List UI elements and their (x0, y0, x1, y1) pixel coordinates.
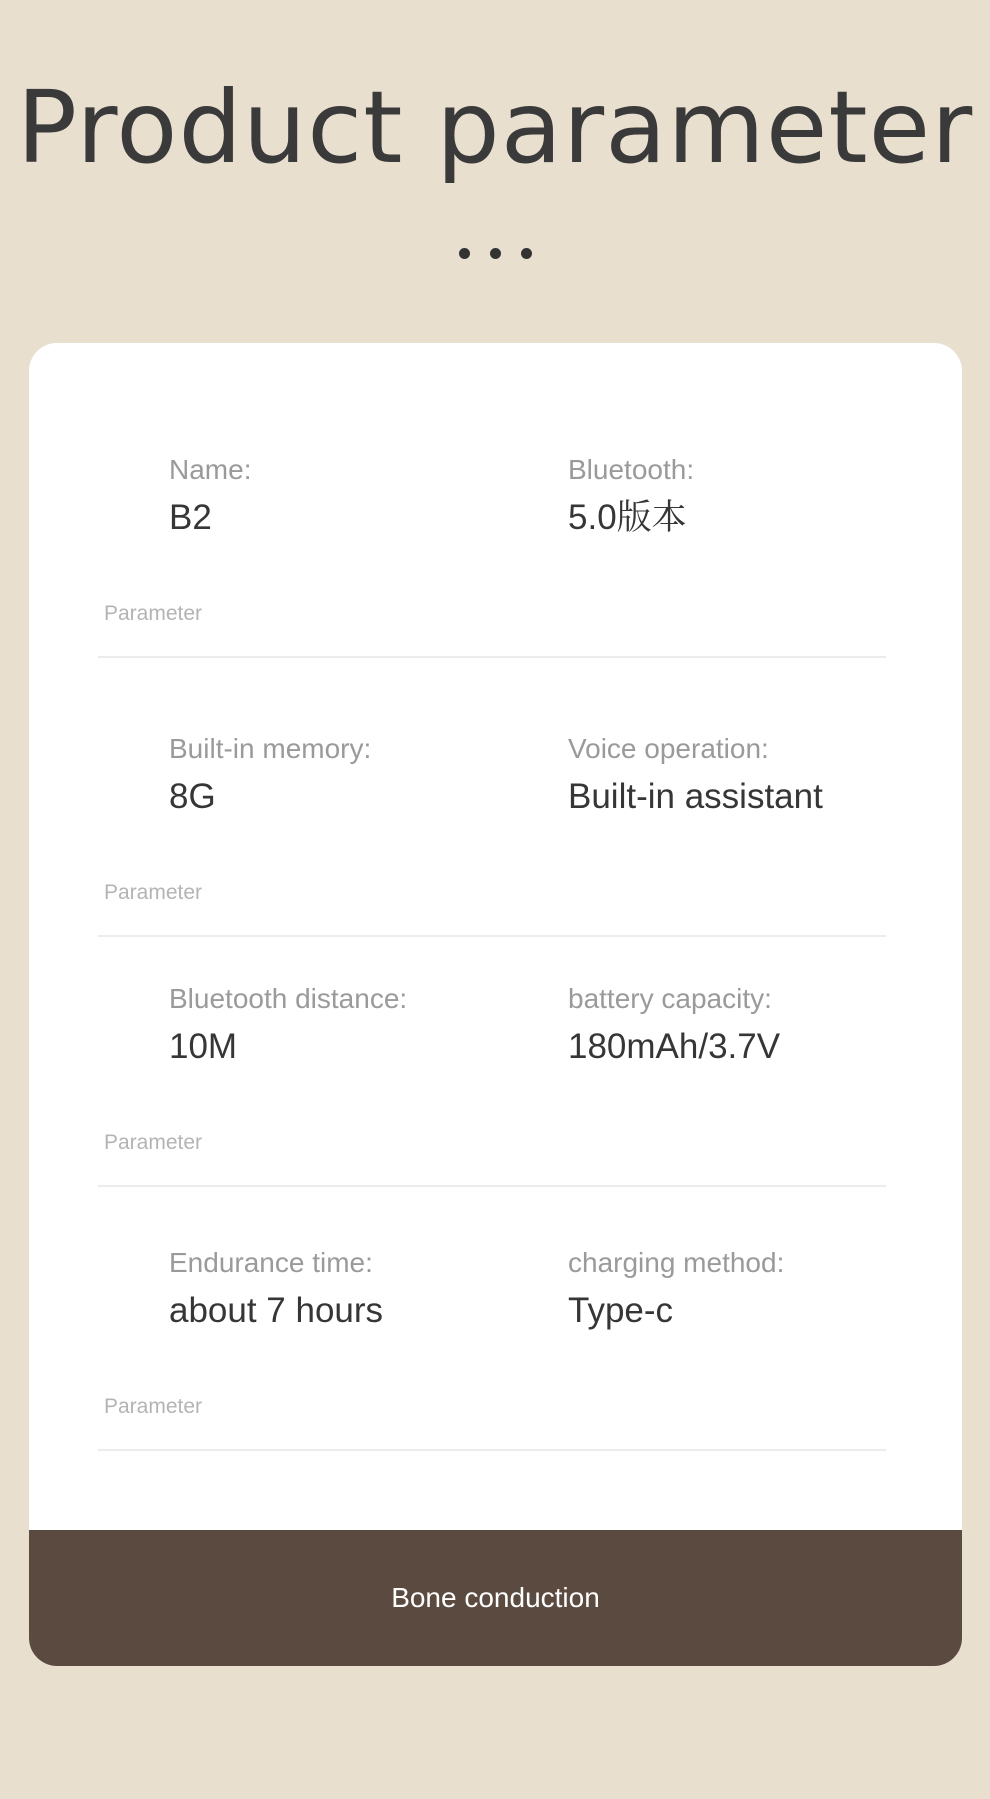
ellipsis-dots (0, 248, 990, 260)
row-caption: Parameter (104, 1395, 203, 1418)
parameter-value: 5.0版本 (568, 498, 687, 537)
parameter-value: 10M (169, 1027, 238, 1066)
parameter-label: Voice operation: (568, 733, 769, 764)
parameter-value: 8G (169, 777, 216, 816)
parameter-label: Built-in memory: (169, 733, 372, 764)
row-divider (98, 935, 886, 937)
parameter-label: Bluetooth: (568, 454, 695, 485)
parameter-item-charging (568, 1249, 784, 1328)
row-divider (98, 1449, 886, 1451)
parameter-item-battery (568, 985, 780, 1064)
parameter-value: Type-c (568, 1291, 674, 1330)
parameter-value: 180mAh/3.7V (568, 1027, 781, 1066)
parameter-item-name (169, 456, 251, 535)
page-title: Product parameter (16, 69, 974, 186)
parameter-value: Built-in assistant (568, 777, 823, 816)
dot-icon (521, 248, 532, 259)
row-divider (98, 1185, 886, 1187)
parameter-value: B2 (169, 498, 212, 537)
parameter-label: Endurance time: (169, 1247, 373, 1278)
parameter-item-distance (169, 985, 407, 1064)
parameter-label: Name: (169, 454, 252, 485)
parameter-label: battery capacity: (568, 983, 772, 1014)
parameter-value: about 7 hours (169, 1291, 384, 1330)
dot-icon (490, 248, 501, 259)
parameter-label: charging method: (568, 1247, 785, 1278)
parameter-card (29, 343, 962, 1666)
footer-label: Bone conduction (391, 1582, 600, 1613)
dot-icon (459, 248, 470, 259)
footer-banner (29, 1530, 962, 1666)
parameter-item-voice (568, 735, 823, 814)
parameter-item-bluetooth (568, 456, 694, 535)
row-divider (98, 656, 886, 658)
row-caption: Parameter (104, 1131, 203, 1154)
parameter-label: Bluetooth distance: (169, 983, 408, 1014)
row-caption: Parameter (104, 881, 203, 904)
row-caption: Parameter (104, 602, 203, 625)
parameter-item-endurance (169, 1249, 383, 1328)
parameter-item-memory (169, 735, 371, 814)
